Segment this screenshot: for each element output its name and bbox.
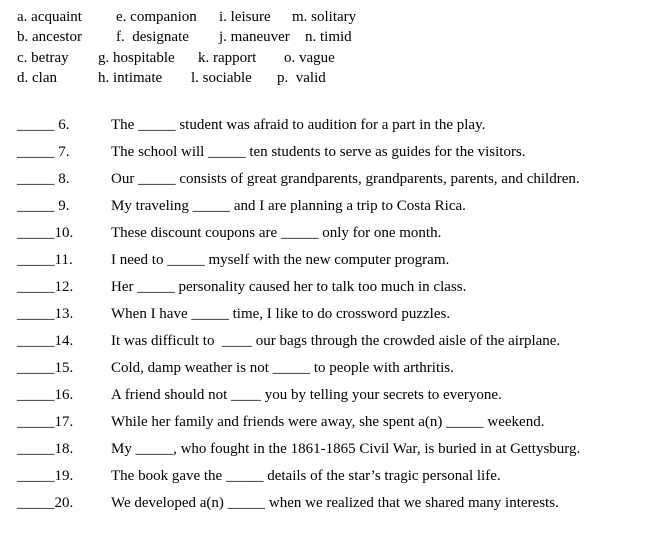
question-sentence: Cold, damp weather is not _____ to people with arthritis.	[111, 360, 454, 376]
answer-blank-number: _____17.	[17, 414, 74, 430]
answer-blank-number: _____ 9.	[17, 198, 70, 214]
question-row	[0, 330, 653, 352]
answer-blank-number: _____20.	[17, 495, 74, 511]
word-bank-item: n. timid	[305, 29, 352, 45]
word-bank-item: a. acquaint	[17, 9, 82, 25]
question-row	[0, 168, 653, 190]
question-row	[0, 411, 653, 433]
answer-blank-number: _____15.	[17, 360, 74, 376]
question-row	[0, 492, 653, 514]
word-bank-item: l. sociable	[191, 70, 252, 86]
question-row	[0, 222, 653, 244]
word-bank-item: m. solitary	[292, 9, 357, 25]
question-row	[0, 303, 653, 325]
question-sentence: Her _____ personality caused her to talk too much in class.	[111, 279, 467, 295]
answer-blank-number: _____ 8.	[17, 171, 70, 187]
answer-blank-number: _____ 6.	[17, 117, 70, 133]
word-bank-item: p. valid	[277, 70, 326, 86]
word-bank-item: f. designate	[116, 29, 189, 45]
question-sentence: The _____ student was afraid to audition for a part in the play.	[111, 117, 486, 133]
answer-blank-number: _____10.	[17, 225, 74, 241]
word-bank-item: o. vague	[284, 50, 335, 66]
question-sentence: These discount coupons are _____ only for one month.	[111, 225, 442, 241]
answer-blank-number: _____11.	[17, 252, 73, 268]
question-sentence: The book gave the _____ details of the star’s tragic personal life.	[111, 468, 501, 484]
answer-blank-number: _____16.	[17, 387, 74, 403]
word-bank-item: c. betray	[17, 50, 69, 66]
word-bank-item: g. hospitable	[98, 50, 175, 66]
answer-blank-number: _____12.	[17, 279, 74, 295]
word-bank-item: e. companion	[116, 9, 197, 25]
word-bank-item: i. leisure	[219, 9, 271, 25]
word-bank-item: j. maneuver	[219, 29, 290, 45]
question-row	[0, 357, 653, 379]
word-bank-item: h. intimate	[98, 70, 163, 86]
question-row	[0, 249, 653, 271]
word-bank-item: d. clan	[17, 70, 57, 86]
answer-blank-number: _____ 7.	[17, 144, 70, 160]
answer-blank-number: _____14.	[17, 333, 74, 349]
answer-blank-number: _____19.	[17, 468, 74, 484]
question-sentence: My _____, who fought in the 1861-1865 Civil War, is buried in at Gettysburg.	[111, 441, 581, 457]
question-sentence: We developed a(n) _____ when we realized that we shared many interests.	[111, 495, 559, 511]
question-row	[0, 384, 653, 406]
answer-blank-number: _____18.	[17, 441, 74, 457]
question-row	[0, 438, 653, 460]
question-sentence: It was difficult to ____ our bags through the crowded aisle of the airplane.	[111, 333, 561, 349]
question-sentence: My traveling _____ and I are planning a trip to Costa Rica.	[111, 198, 466, 214]
question-sentence: I need to _____ myself with the new computer program.	[111, 252, 450, 268]
question-sentence: A friend should not ____ you by telling your secrets to everyone.	[111, 387, 502, 403]
question-sentence: The school will _____ ten students to serve as guides for the visitors.	[111, 144, 526, 160]
question-row	[0, 114, 653, 136]
question-sentence: Our _____ consists of great grandparents, grandparents, parents, and children.	[111, 171, 580, 187]
question-sentence: When I have _____ time, I like to do crossword puzzles.	[111, 306, 451, 322]
question-row	[0, 141, 653, 163]
question-row	[0, 465, 653, 487]
word-bank-item: b. ancestor	[17, 29, 82, 45]
answer-blank-number: _____13.	[17, 306, 74, 322]
question-row	[0, 276, 653, 298]
word-bank-item: k. rapport	[198, 50, 257, 66]
question-row	[0, 195, 653, 217]
question-sentence: While her family and friends were away, she spent a(n) _____ weekend.	[111, 414, 545, 430]
